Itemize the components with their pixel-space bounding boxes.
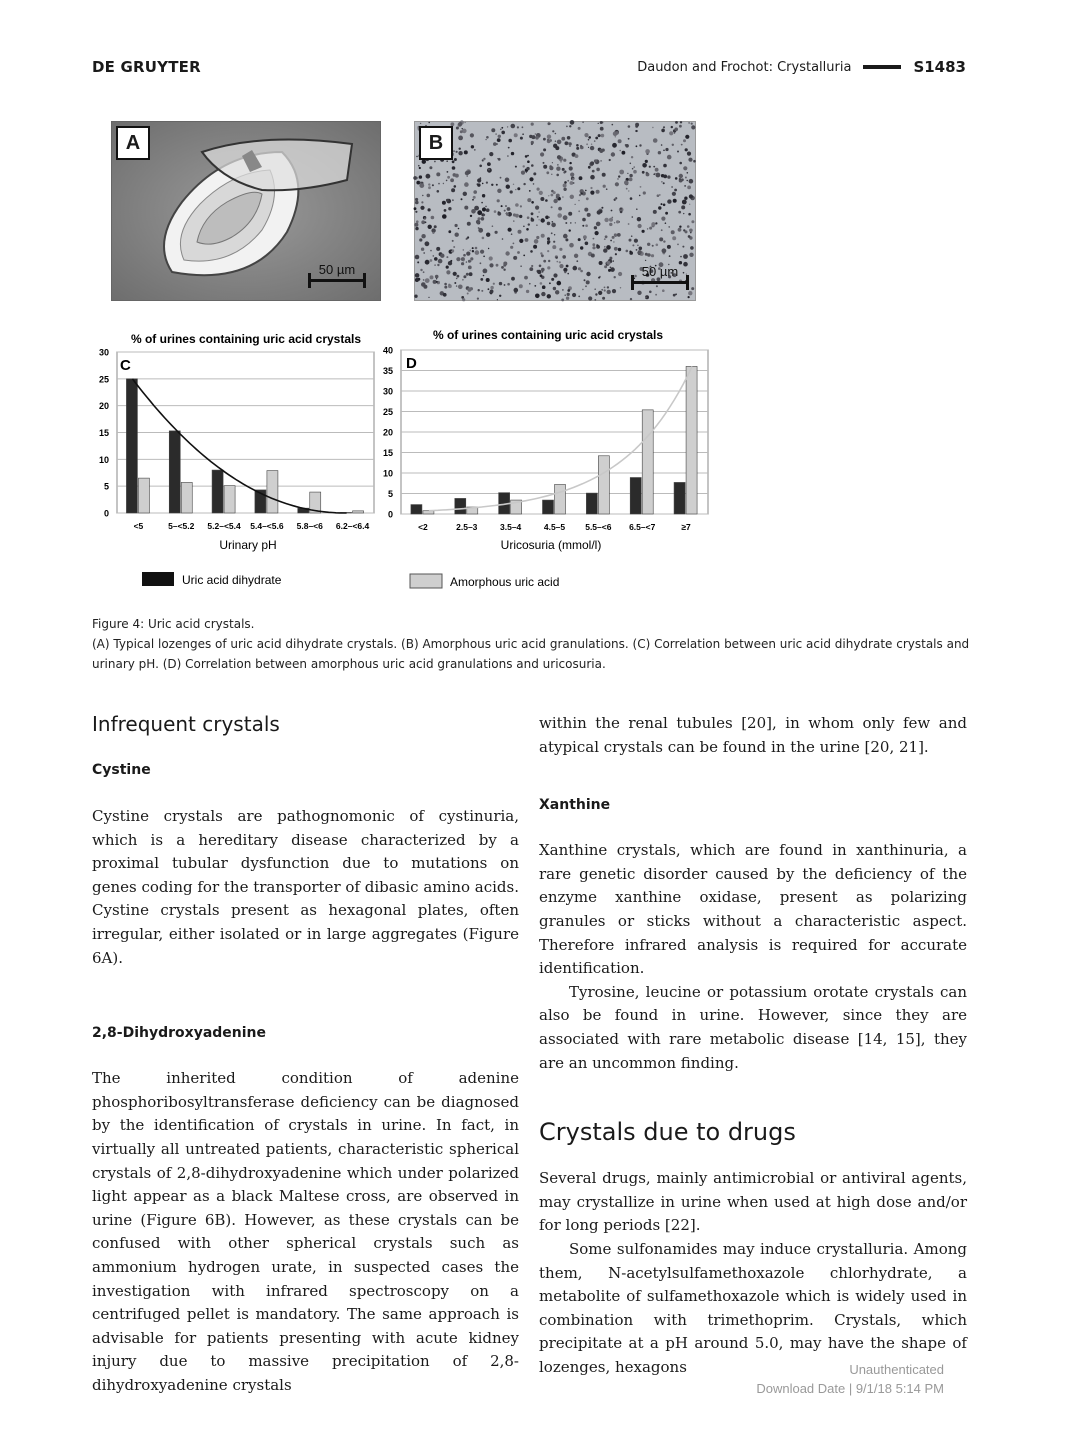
paragraph-tyrosine: Tyrosine, leucine or potassium orotate crystals can also be found in urine. However, since they are associated with rare metabolic disease [14, 15], they are an uncommon finding.	[539, 982, 967, 1072]
legend-swatch-dark	[142, 572, 174, 586]
chart-d-xtick-label: <2	[418, 522, 428, 532]
chart-d-xtick-label: 6.5–<7	[629, 522, 656, 532]
chart-c-label: C	[120, 357, 131, 374]
paragraph-cystine: Cystine crystals are pathognomonic of cystinuria, which is a hereditary disease characterized by a proximal tubular dysfunction due to mutations on genes coding for the transporter of dibasic amino acids. Cystine crystals present as hexagonal plates, often irregular, either isolated or in large aggregates (Figure 6A).	[92, 807, 519, 967]
chart-c-xtick-label: 5.8–<6	[296, 521, 323, 531]
figure-caption	[92, 614, 972, 674]
subheading-dha: 2,8-Dihydroxyadenine	[92, 1025, 267, 1042]
figure-panel-b	[414, 121, 696, 301]
chart-d-ytick-label: 40	[382, 345, 393, 356]
chart-d-ytick-label: 25	[382, 407, 393, 417]
chart-d-xtick-label: 2.5–3	[456, 522, 478, 532]
footer-download-date: Download Date | 9/1/18 5:14 PM	[756, 1381, 944, 1396]
chart-c-bar-dihydrate	[126, 379, 137, 513]
chart-d-bar-dihydrate	[543, 500, 554, 514]
paragraph-xanthine: Xanthine crystals, which are found in xanthinuria, a rare genetic disorder caused by the deficiency of the enzyme xanthine oxidase, present as polarizing granules or sticks without a characteristic aspect. Therefore infrared analysis is required for accurate identification.	[539, 841, 967, 978]
chart-c-xtick-label: 5–<5.2	[168, 521, 195, 531]
chart-c-xtick-label: 5.4–<5.6	[250, 521, 284, 531]
chart-d-bar-dihydrate	[674, 482, 685, 514]
chart-c-xtick-label: 5.2–<5.4	[207, 521, 241, 531]
chart-c-title: % of urines containing uric acid crystals	[130, 332, 362, 346]
scale-bar-b	[631, 264, 689, 284]
chart-c-ytick-label: 0	[103, 508, 109, 519]
chart-c-ytick-label: 5	[103, 481, 109, 492]
paragraph-tubules: within the renal tubules [20], in whom only few and atypical crystals can be found in the urine [20, 21].	[539, 714, 967, 756]
chart-c-bar-amorphous	[181, 482, 192, 513]
right-column	[539, 712, 967, 1379]
chart-d-xlabel: Uricosuria (mmol/l)	[500, 538, 602, 552]
caption-title: Uric acid crystals.	[147, 617, 255, 631]
scale-bar-a	[308, 262, 366, 282]
legend-label-dark: Uric acid dihydrate	[182, 573, 282, 587]
caption-text: (A) Typical lozenges of uric acid dihydrate crystals. (B) Amorphous uric acid granulations. (C) Correlation between uric acid dihydrate crystals and urinary pH. (D) Correlation between amorphous uric acid granulations and uricosuria.	[92, 637, 970, 671]
chart-c-ytick-label: 30	[98, 347, 109, 358]
chart-d-xtick-label: 4.5–5	[543, 522, 566, 532]
paragraph-drugs: Several drugs, mainly antimicrobial or antiviral agents, may crystallize in urine when used at high dose and/or for long periods [22].	[539, 1169, 967, 1235]
section-crystals-due-to-drugs: Crystals due to drugs	[539, 1118, 796, 1147]
chart-d-bar-amorphous	[555, 484, 566, 514]
scale-label-a: 50 µm	[318, 262, 356, 277]
chart-c	[99, 332, 374, 552]
chart-d-bar-amorphous	[686, 366, 697, 514]
chart-d-ytick-label: 10	[382, 468, 393, 479]
publisher-logo: DE GRUYTER	[92, 58, 201, 76]
footer-unauthenticated: Unauthenticated	[849, 1362, 944, 1377]
subheading-cystine: Cystine	[92, 762, 151, 778]
chart-c-ytick-label: 15	[98, 428, 109, 438]
chart-c-xtick-label: 6.2–<6.4	[335, 521, 370, 531]
scale-label-b: 50 µm	[641, 264, 679, 279]
chart-d-bar-amorphous	[598, 456, 609, 514]
panel-label-a: A	[116, 126, 150, 160]
paragraph-sulfonamides: Some sulfonamides may induce crystalluria. Among them, N-acetylsulfamethoxazole chlorhydrate, a metabolite of sulfamethoxazole which is widely used in combination with trimethoprim. Crystals, which precipitate at a pH around 5.0, may have the shape of lozenges, hexagons	[539, 1239, 967, 1376]
panel-label-b: B	[419, 126, 453, 160]
section-infrequent-crystals: Infrequent crystals	[92, 712, 280, 736]
chart-d-ytick-label: 0	[387, 509, 393, 520]
chart-c-bar-amorphous	[224, 486, 235, 513]
chart-d-title: % of urines containing uric acid crystals	[432, 328, 664, 342]
chart-d-ytick-label: 35	[382, 366, 393, 376]
chart-d-bar-dihydrate	[455, 498, 466, 514]
chart-c-xtick-label: <5	[133, 521, 144, 531]
chart-legend	[142, 572, 559, 589]
chart-d-xtick-label: ≥7	[681, 522, 691, 532]
header-rule	[863, 65, 901, 69]
chart-d-label: D	[406, 355, 417, 372]
chart-c-bar-dihydrate	[169, 431, 180, 513]
caption-label: Figure 4:	[92, 617, 145, 631]
chart-d-xtick-label: 5.5–<6	[585, 522, 612, 532]
left-column	[92, 708, 519, 1397]
chart-c-ytick-label: 10	[98, 454, 109, 465]
chart-d-bar-dihydrate	[411, 505, 422, 514]
chart-d-xtick-label: 3.5–4	[500, 522, 522, 532]
figure-panel-a	[111, 121, 381, 301]
chart-c-ytick-label: 25	[98, 374, 109, 385]
chart-d	[383, 328, 708, 552]
chart-c-bar-amorphous	[138, 478, 149, 513]
running-title: Daudon and Frochot: Crystalluria	[637, 59, 852, 75]
chart-d-bar-dihydrate	[586, 493, 597, 514]
page-number: S1483	[913, 58, 966, 76]
chart-d-ytick-label: 15	[382, 448, 393, 458]
chart-c-xlabel: Urinary pH	[219, 538, 277, 552]
running-header	[637, 58, 966, 76]
chart-c-bar-amorphous	[267, 471, 278, 513]
legend-label-light: Amorphous uric acid	[450, 575, 560, 589]
legend-swatch-light	[410, 574, 442, 588]
chart-d-bar-amorphous	[642, 410, 653, 514]
chart-c-ytick-label: 20	[98, 401, 109, 412]
subheading-xanthine: Xanthine	[539, 797, 611, 814]
chart-c-bar-dihydrate	[212, 470, 223, 513]
chart-d-bar-dihydrate	[630, 478, 641, 514]
figure-charts	[0, 320, 1080, 589]
paragraph-dha: The inherited condition of adenine phosphoribosyltransferase deficiency can be diagnosed by the identification of crystals in urine. In fact, in virtually all untreated patients, characteristic spherical crystals of 2,8-dihydroxyadenine which under polarized light appear as a black Maltese cross, are observed in urine (Figure 6B). However, as these crystals can be confused with other spherical crystals such as ammonium hydrogen urate, in suspected cases the investigation with infrared spectroscopy on a centrifuged pellet is mandatory. The same approach is advisable for patients presenting with acute kidney injury due to massive precipitation of 2,8-dihydroxyadenine crystals	[92, 1069, 519, 1394]
chart-d-ytick-label: 5	[387, 489, 393, 499]
chart-d-ytick-label: 30	[382, 386, 393, 397]
chart-c-bar-amorphous	[353, 511, 364, 513]
chart-d-ytick-label: 20	[382, 427, 393, 438]
